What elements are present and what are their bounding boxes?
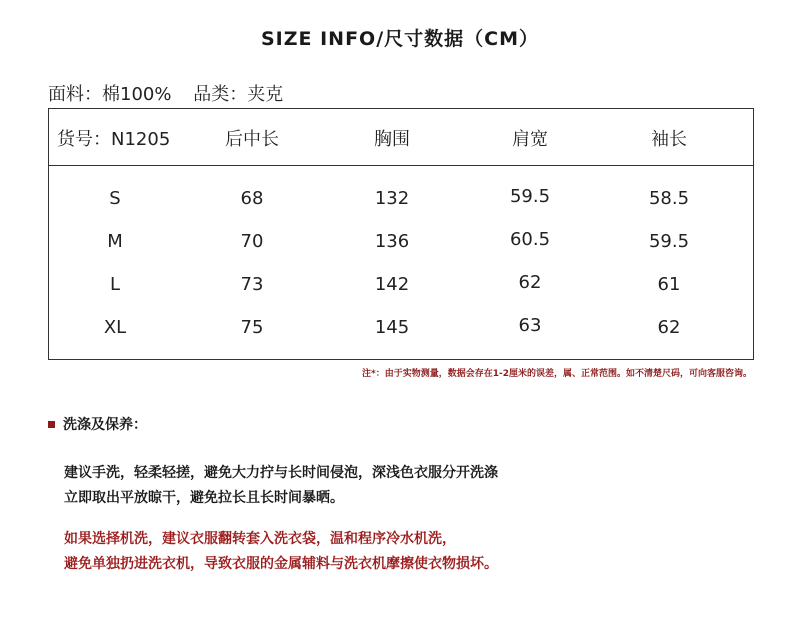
table-cell-shoulder: 63 <box>518 315 542 336</box>
hand-wash-instructions <box>64 461 498 511</box>
table-cell-back-length: 73 <box>240 274 264 295</box>
table-cell-size: M <box>107 231 123 252</box>
machine-wash-line-1: 如果选择机洗，建议衣服翻转套入洗衣袋，温和程序冷水机洗， <box>64 531 456 547</box>
table-cell-back-length: 68 <box>240 188 264 209</box>
table-cell-size: S <box>109 188 121 209</box>
table-cell-size: L <box>109 274 121 295</box>
care-heading-text: 洗涤及保养： <box>63 417 147 433</box>
table-header-sleeve: 袖长 <box>651 129 687 150</box>
size-table <box>48 108 754 360</box>
table-cell-back-length: 70 <box>240 231 264 252</box>
table-header-chest: 胸围 <box>374 129 410 150</box>
square-bullet-icon <box>48 421 55 428</box>
category-label: 品类：夹克 <box>193 84 284 105</box>
material-info <box>48 80 283 106</box>
table-cell-sleeve: 58.5 <box>648 188 690 209</box>
care-heading <box>48 414 147 434</box>
machine-wash-instructions <box>64 527 498 577</box>
table-cell-sleeve: 59.5 <box>648 231 690 252</box>
table-cell-chest: 132 <box>374 188 410 209</box>
hand-wash-line-1: 建议手洗，轻柔轻搓，避免大力拧与长时间侵泡，深浅色衣服分开洗涤 <box>64 465 498 481</box>
table-cell-sleeve: 62 <box>657 317 681 338</box>
hand-wash-line-2: 立即取出平放晾干，避免拉长且长时间暴晒。 <box>64 490 344 506</box>
table-cell-sleeve: 61 <box>657 274 681 295</box>
machine-wash-line-2: 避免单独扔进洗衣机，导致衣服的金属辅料与洗衣机摩擦使衣物损坏。 <box>64 556 498 572</box>
page-title: SIZE INFO/尺寸数据（CM） <box>260 28 540 50</box>
table-cell-back-length: 75 <box>240 317 264 338</box>
table-cell-shoulder: 60.5 <box>509 229 551 250</box>
table-cell-shoulder: 62 <box>518 272 542 293</box>
table-header-divider <box>49 165 753 166</box>
table-cell-size: XL <box>103 317 127 338</box>
table-header-shoulder: 肩宽 <box>512 129 548 150</box>
table-cell-chest: 145 <box>374 317 410 338</box>
table-cell-chest: 142 <box>374 274 410 295</box>
measurement-note: 注*：由于实物测量，数据会存在1-2厘米的误差，属、正常范围。如不清楚尺码，可向客服咨询。 <box>362 369 752 379</box>
table-header-item-no: 货号：N1205 <box>57 129 171 150</box>
table-cell-chest: 136 <box>374 231 410 252</box>
fabric-label: 面料：棉100% <box>48 84 172 105</box>
table-header-back-length: 后中长 <box>225 129 279 150</box>
table-cell-shoulder: 59.5 <box>509 186 551 207</box>
